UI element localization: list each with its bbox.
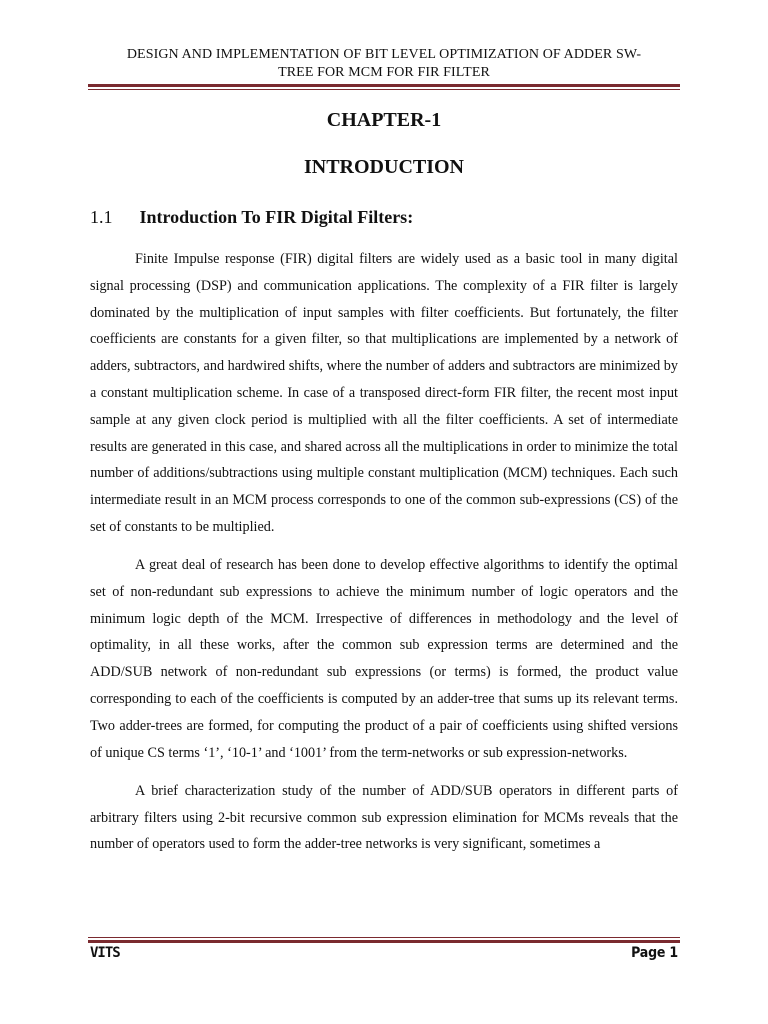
section-number: 1.1 — [90, 207, 113, 227]
running-header-line-1: DESIGN AND IMPLEMENTATION OF BIT LEVEL OPTIMIZATION OF ADDER SW- — [126, 47, 642, 62]
running-header-line-2: TREE FOR MCM FOR FIR FILTER — [278, 65, 490, 80]
running-header — [90, 46, 678, 82]
body-text — [90, 246, 678, 869]
chapter-number: CHAPTER-1 — [326, 109, 442, 131]
section-title: Introduction To FIR Digital Filters: — [139, 207, 414, 227]
section-heading — [90, 205, 413, 229]
page-number: Page 1 — [631, 945, 678, 961]
chapter-title: INTRODUCTION — [303, 156, 465, 178]
paragraph-1: Finite Impulse response (FIR) digital filters are widely used as a basic tool in many digital signal processing (DSP) and communication applications. The complexity of a FIR filter is largely dominated by the multiplication of input samples with filter coefficients. But fortunately, the filter coefficients are constants for a given filter, so that multiplications are implemented by a network of adders, subtractors, and hardwired shifts, where the number of adders and subtractors are minimized by a constant multiplication scheme. In case of a transposed direct-form FIR filter, the recent most input sample at any given clock period is multiplied with all the filter coefficients. A set of intermediate results are generated in this case, and shared across all the multiplications in order to minimize the total number of additions/subtractions using multiple constant multiplication (MCM) techniques. Each such intermediate result in an MCM process corresponds to one of the common sub-expressions (CS) of the set of constants to be multiplied. — [90, 251, 678, 535]
header-rule — [88, 84, 680, 90]
footer-institution: VITS — [90, 945, 120, 961]
paragraph-2: A great deal of research has been done to develop effective algorithms to identify the optimal set of non-redundant sub expressions to achieve the minimum number of logic operators and the minimum logic depth of the MCM. Irrespective of differences in methodology and the level of optimality, in all these works, after the common sub expression terms are determined and the ADD/SUB network of non-redundant sub expressions (or terms) is formed, the product value corresponding to each of the coefficients is computed by an adder-tree that sums up its relevant terms. Two adder-trees are formed, for computing the product of a pair of coefficients using shifted versions of unique CS terms ‘1’, ‘10-1’ and ‘1001’ from the term-networks or sub expression-networks. — [90, 557, 678, 761]
footer-rule — [88, 937, 680, 943]
paragraph-3: A brief characterization study of the number of ADD/SUB operators in different parts of arbitrary filters using 2-bit recursive common sub expression elimination for MCMs reveals that the number of operators used to form the adder-tree networks is very significant, sometimes a — [90, 782, 678, 853]
